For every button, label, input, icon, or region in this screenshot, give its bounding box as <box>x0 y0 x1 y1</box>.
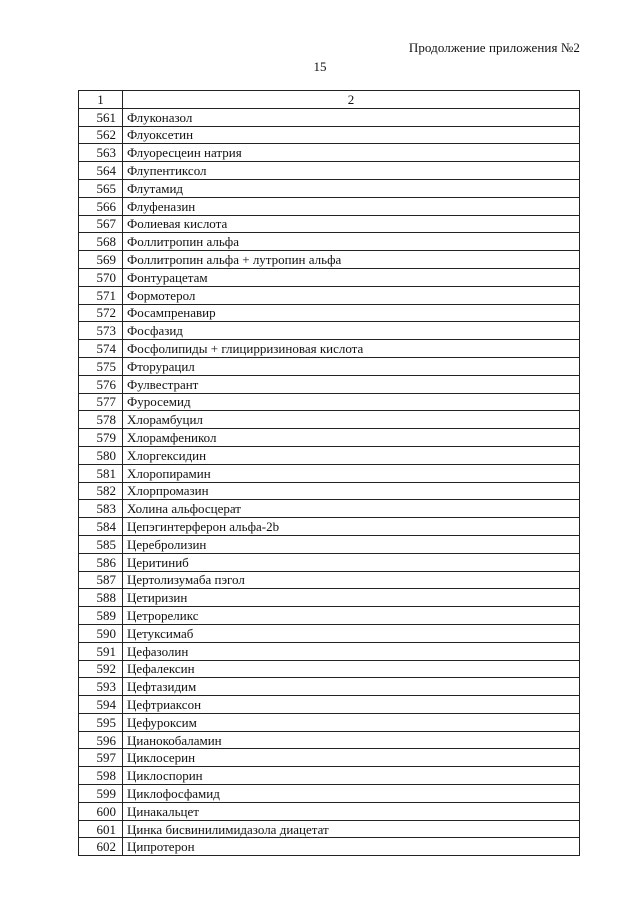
drug-name: Фулвестрант <box>123 375 580 393</box>
table-row <box>79 144 580 162</box>
row-number: 567 <box>79 215 123 233</box>
table-row <box>79 482 580 500</box>
drug-name: Хлорамфеникол <box>123 429 580 447</box>
row-number: 597 <box>79 749 123 767</box>
table-row <box>79 535 580 553</box>
row-number: 564 <box>79 162 123 180</box>
drug-name: Холина альфосцерат <box>123 500 580 518</box>
table-row <box>79 731 580 749</box>
row-number: 561 <box>79 108 123 126</box>
drug-name: Цинка бисвинилимидазола диацетат <box>123 820 580 838</box>
table-row <box>79 749 580 767</box>
table-row <box>79 197 580 215</box>
table-row <box>79 553 580 571</box>
row-number: 565 <box>79 179 123 197</box>
drug-name: Цефтазидим <box>123 678 580 696</box>
drug-name: Флуконазол <box>123 108 580 126</box>
row-number: 594 <box>79 696 123 714</box>
drug-name: Цефуроксим <box>123 713 580 731</box>
table-row <box>79 660 580 678</box>
table-row <box>79 446 580 464</box>
table-row <box>79 678 580 696</box>
table-row <box>79 820 580 838</box>
drug-name: Циклофосфамид <box>123 785 580 803</box>
table-row <box>79 607 580 625</box>
drug-name: Хлорпромазин <box>123 482 580 500</box>
table-row <box>79 642 580 660</box>
row-number: 600 <box>79 802 123 820</box>
row-number: 563 <box>79 144 123 162</box>
drug-name: Цинакальцет <box>123 802 580 820</box>
table-row <box>79 304 580 322</box>
drug-table <box>78 90 580 856</box>
drug-name: Флупентиксол <box>123 162 580 180</box>
row-number: 601 <box>79 820 123 838</box>
drug-name: Цетуксимаб <box>123 624 580 642</box>
table-row <box>79 393 580 411</box>
row-number: 580 <box>79 446 123 464</box>
row-number: 599 <box>79 785 123 803</box>
table-row <box>79 268 580 286</box>
row-number: 577 <box>79 393 123 411</box>
page-number: 15 <box>313 59 327 74</box>
table-row <box>79 767 580 785</box>
table-row <box>79 624 580 642</box>
table-row <box>79 108 580 126</box>
drug-name: Цианокобаламин <box>123 731 580 749</box>
drug-name: Цетрореликс <box>123 607 580 625</box>
table-row <box>79 340 580 358</box>
row-number: 584 <box>79 518 123 536</box>
table-row <box>79 802 580 820</box>
drug-name: Фуросемид <box>123 393 580 411</box>
table-row <box>79 251 580 269</box>
table-row <box>79 162 580 180</box>
table-row <box>79 589 580 607</box>
drug-name: Флуоксетин <box>123 126 580 144</box>
row-number: 575 <box>79 357 123 375</box>
table-row <box>79 696 580 714</box>
drug-name: Фонтурацетам <box>123 268 580 286</box>
continuation-note: Продолжение приложения №2 <box>408 40 580 55</box>
table-row <box>79 571 580 589</box>
drug-name: Флуоресцеин натрия <box>123 144 580 162</box>
drug-name: Фторурацил <box>123 357 580 375</box>
drug-name: Фоллитропин альфа + лутропин альфа <box>123 251 580 269</box>
table-row <box>79 838 580 856</box>
column-header-number: 1 <box>79 91 123 109</box>
drug-name: Цетиризин <box>123 589 580 607</box>
table-row <box>79 500 580 518</box>
row-number: 595 <box>79 713 123 731</box>
table-row <box>79 429 580 447</box>
drug-name: Фоллитропин альфа <box>123 233 580 251</box>
table-row <box>79 464 580 482</box>
row-number: 590 <box>79 624 123 642</box>
table-row <box>79 375 580 393</box>
row-number: 592 <box>79 660 123 678</box>
drug-name: Цепэгинтерферон альфа-2b <box>123 518 580 536</box>
drug-name: Фосфолипиды + глицирризиновая кислота <box>123 340 580 358</box>
table-row <box>79 518 580 536</box>
row-number: 562 <box>79 126 123 144</box>
row-number: 576 <box>79 375 123 393</box>
drug-name: Ципротерон <box>123 838 580 856</box>
row-number: 602 <box>79 838 123 856</box>
row-number: 586 <box>79 553 123 571</box>
table-row <box>79 713 580 731</box>
row-number: 569 <box>79 251 123 269</box>
drug-name: Флуфеназин <box>123 197 580 215</box>
table-row <box>79 322 580 340</box>
drug-name: Хлоропирамин <box>123 464 580 482</box>
column-header-name: 2 <box>123 91 580 109</box>
row-number: 591 <box>79 642 123 660</box>
table-row <box>79 215 580 233</box>
drug-name: Фосфазид <box>123 322 580 340</box>
row-number: 579 <box>79 429 123 447</box>
row-number: 571 <box>79 286 123 304</box>
drug-name: Хлоргексидин <box>123 446 580 464</box>
row-number: 583 <box>79 500 123 518</box>
drug-name: Цертолизумаба пэгол <box>123 571 580 589</box>
row-number: 593 <box>79 678 123 696</box>
row-number: 572 <box>79 304 123 322</box>
drug-name: Цефалексин <box>123 660 580 678</box>
drug-name: Хлорамбуцил <box>123 411 580 429</box>
drug-name: Циклоспорин <box>123 767 580 785</box>
row-number: 585 <box>79 535 123 553</box>
row-number: 573 <box>79 322 123 340</box>
row-number: 568 <box>79 233 123 251</box>
drug-name: Фосампренавир <box>123 304 580 322</box>
drug-name: Церебролизин <box>123 535 580 553</box>
row-number: 596 <box>79 731 123 749</box>
row-number: 587 <box>79 571 123 589</box>
table-row <box>79 126 580 144</box>
row-number: 588 <box>79 589 123 607</box>
table-row <box>79 785 580 803</box>
drug-name: Циклосерин <box>123 749 580 767</box>
row-number: 589 <box>79 607 123 625</box>
table-header-row <box>79 91 580 109</box>
row-number: 578 <box>79 411 123 429</box>
row-number: 582 <box>79 482 123 500</box>
drug-name: Флутамид <box>123 179 580 197</box>
table-row <box>79 286 580 304</box>
row-number: 598 <box>79 767 123 785</box>
drug-name: Цефтриаксон <box>123 696 580 714</box>
drug-name: Цефазолин <box>123 642 580 660</box>
row-number: 574 <box>79 340 123 358</box>
drug-name: Фолиевая кислота <box>123 215 580 233</box>
row-number: 566 <box>79 197 123 215</box>
table-row <box>79 357 580 375</box>
drug-name: Формотерол <box>123 286 580 304</box>
table-row <box>79 411 580 429</box>
table-row <box>79 179 580 197</box>
row-number: 581 <box>79 464 123 482</box>
table-row <box>79 233 580 251</box>
drug-name: Церитиниб <box>123 553 580 571</box>
row-number: 570 <box>79 268 123 286</box>
